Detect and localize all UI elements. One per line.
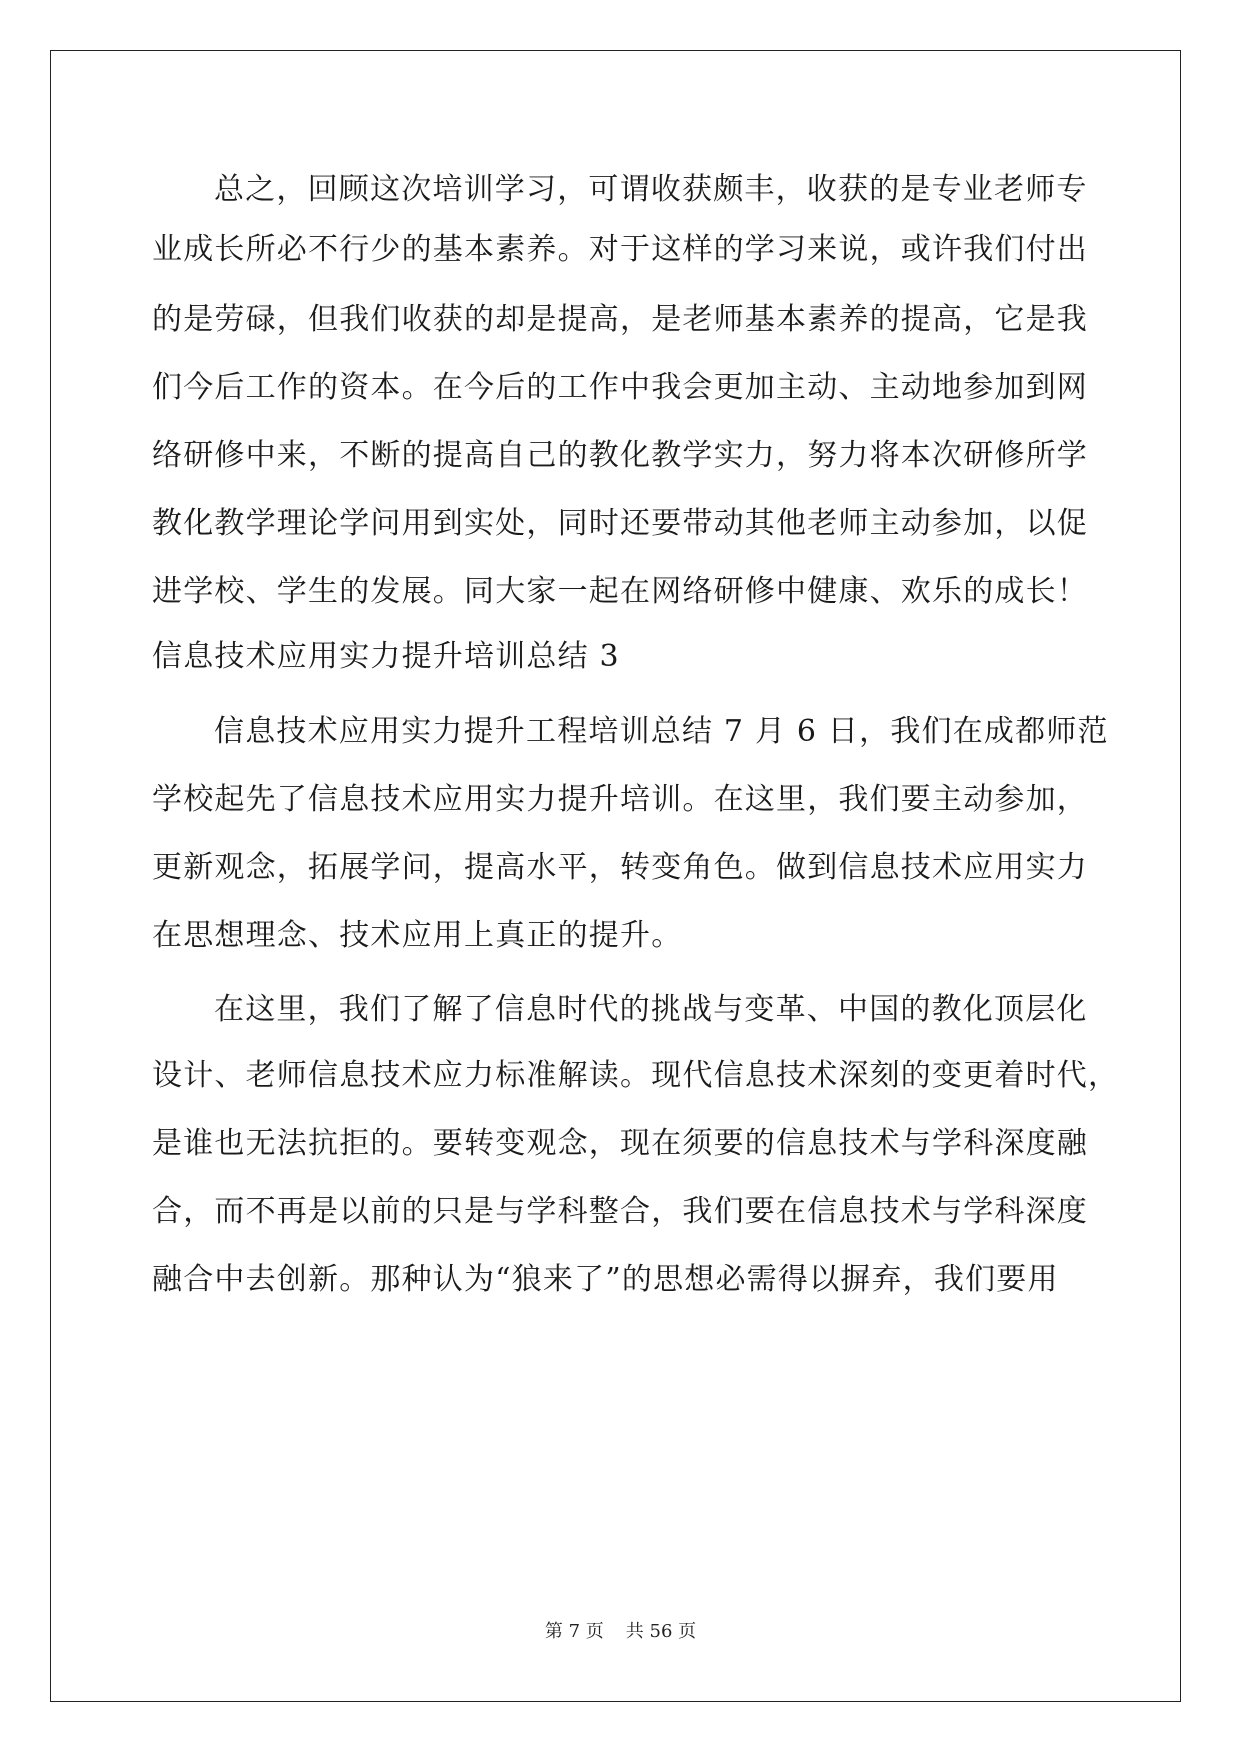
paragraph-line: 学校起先了信息技术应用实力提升培训。在这里，我们要主动参加， (152, 782, 1088, 817)
page-total: 共 56 页 (625, 1621, 697, 1642)
paragraph-line: 总之，回顾这次培训学习，可谓收获颇丰，收获的是专业老师专 (214, 172, 1088, 207)
paragraph-line: 融合中去创新。那种认为“狼来了”的思想必需得以摒弃，我们要用 (152, 1262, 1059, 1297)
paragraph-line: 们今后工作的资本。在今后的工作中我会更加主动、主动地参加到网 (152, 370, 1088, 405)
paragraph-line: 的是劳碌，但我们收获的却是提高，是老师基本素养的提高，它是我 (152, 302, 1088, 337)
paragraph-line: 络研修中来，不断的提高自己的教化教学实力，努力将本次研修所学 (152, 438, 1088, 473)
paragraph-line: 设计、老师信息技术应力标准解读。现代信息技术深刻的变更着时代， (152, 1058, 1120, 1093)
section-heading: 信息技术应用实力提升培训总结 3 (152, 639, 620, 674)
paragraph-line: 在这里，我们了解了信息时代的挑战与变革、中国的教化顶层化 (214, 992, 1088, 1027)
paragraph-line: 信息技术应用实力提升工程培训总结 7 月 6 日，我们在成都师范 (214, 714, 1109, 749)
paragraph-line: 教化教学理论学问用到实处，同时还要带动其他老师主动参加，以促 (152, 506, 1088, 541)
paragraph-line: 合，而不再是以前的只是与学科整合，我们要在信息技术与学科深度 (152, 1194, 1088, 1229)
paragraph-line: 是谁也无法抗拒的。要转变观念，现在须要的信息技术与学科深度融 (152, 1126, 1088, 1161)
page-number: 第 7 页 (544, 1621, 604, 1642)
paragraph-line: 业成长所必不行少的基本素养。对于这样的学习来说，或许我们付出 (152, 232, 1088, 267)
paragraph-line: 更新观念，拓展学问，提高水平，转变角色。做到信息技术应用实力 (152, 850, 1088, 885)
paragraph-line: 进学校、学生的发展。同大家一起在网络研修中健康、欢乐的成长！ (152, 574, 1088, 609)
paragraph-line: 在思想理念、技术应用上真正的提升。 (152, 918, 683, 953)
page-footer (0, 1620, 1241, 1644)
